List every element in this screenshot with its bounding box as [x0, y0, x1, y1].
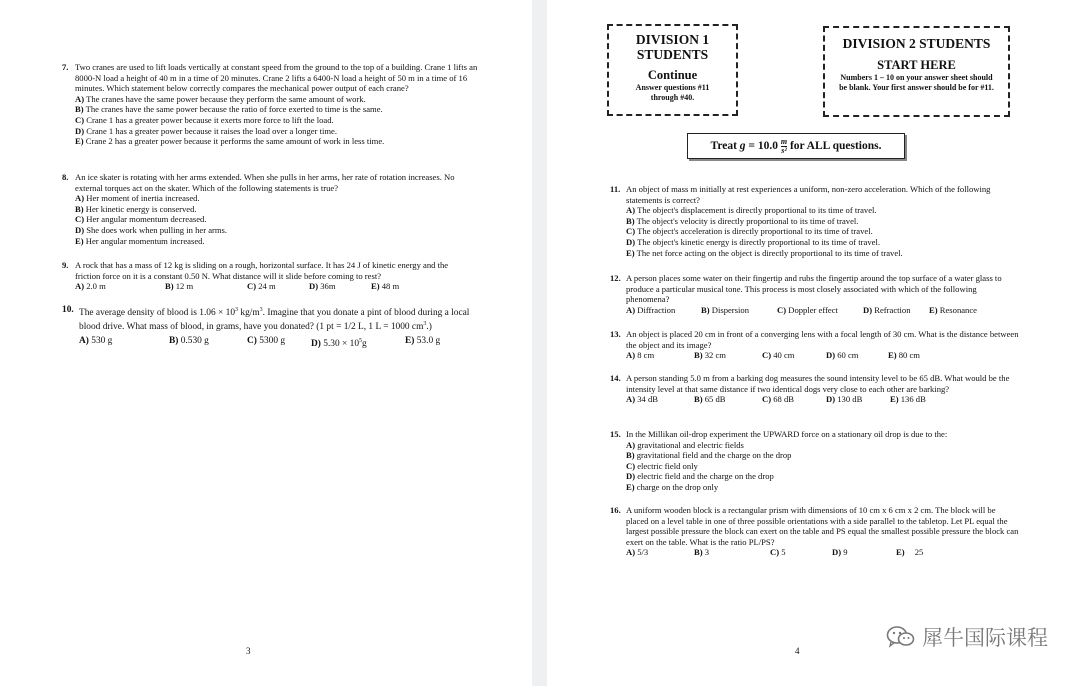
question-stem: A rock that has a mass of 12 kg is sliding on a rough, horizontal surface. It has 24 J of kinetic energy and the friction force on it is a constant 0.50 N. What distance will it slide before coming to rest? [75, 260, 449, 281]
option-d: D) 36m [309, 281, 336, 292]
question-16 [610, 505, 1020, 558]
question-stem: A person places some water on their fingertip and rubs the fingertip around the top surface of a water glass to produce a particular musical tone. This process is most closely associated with which of the following phenomena? [626, 273, 1002, 305]
option-d: D) She does work when pulling in her arms. [75, 224, 228, 235]
question-number: 12. [610, 273, 621, 283]
question-number: 14. [610, 373, 621, 383]
option-a: A) The object's displacement is directly proportional to its time of travel. [626, 205, 877, 216]
option-d: D) $5.30 \times 10^5g$ [311, 337, 367, 349]
option-a: A) Her moment of inertia increased. [75, 193, 200, 204]
division-1-title: DIVISION 1 STUDENTS [635, 32, 710, 62]
option-a: A) Diffraction [626, 304, 676, 315]
question-number: 16. [610, 505, 621, 515]
question-13 [610, 329, 1020, 361]
question-stem: Two cranes are used to lift loads vertically at constant speed from the ground to the top of a building. Crane 1 lifts an 8000-N load a height of 40 m in a time of 20 minutes. Crane 2 lifts a 6400-N load a height of 50 m in a time of 16 minutes. Which statement below correctly compares the mechanical power output of each crane? [75, 62, 478, 94]
option-a: A) The cranes have the same power because they perform the same amount of work. [75, 93, 366, 104]
question-stem: An ice skater is rotating with her arms extended. When she pulls in her arms, her rate of rotation increases. No external torques act on the skater. Which of the following statements is true? [75, 172, 455, 193]
option-b: B) 0.530 g [169, 335, 209, 346]
option-b: B) The object's velocity is directly proportional to its time of travel. [626, 215, 859, 226]
question-number: 7. [62, 62, 69, 72]
option-d: D) Crane 1 has a greater power because it raises the load over a longer time. [75, 125, 338, 136]
question-8 [62, 172, 462, 246]
question-number: 9. [62, 260, 69, 270]
option-b: B) 12 m [165, 281, 194, 292]
question-number: 8. [62, 172, 69, 182]
option-a: A) 2.0 m [75, 281, 106, 292]
option-b: B) Her kinetic energy is conserved. [75, 203, 197, 214]
option-c: C) 24 m [247, 281, 276, 292]
option-a: A) 5/3 [626, 547, 649, 558]
option-c: C) Crane 1 has a greater power because it exerts more force to lift the load. [75, 114, 334, 125]
page-number: 4 [795, 646, 800, 656]
option-e: E) 25 [896, 547, 924, 558]
question-number: 13. [610, 329, 621, 339]
question-stem: A person standing 5.0 m from a barking dog measures the sound intensity level to be 65 dB. What would be the intensity level at that same distance if two identical dogs very close to each other are barking? [626, 373, 1010, 394]
option-e: E) 136 dB [890, 394, 926, 405]
option-c: C) 68 dB [762, 394, 795, 405]
option-c: C) electric field only [626, 460, 698, 471]
option-c: C) The object's acceleration is directly proportional to its time of travel. [626, 226, 873, 237]
option-e: E) Crane 2 has a greater power because it performs the same amount of work in less time. [75, 136, 385, 147]
option-d: D) The object's kinetic energy is directly proportional to its time of travel. [626, 236, 880, 247]
option-a: A) 8 cm [626, 350, 655, 361]
option-e: E) Resonance [929, 304, 977, 315]
question-stem: The average density of blood is $1.06 \times 10^3$ $kg/m^3$. Imagine that you donate a pint of blood during a local blood drive. What mass of blood, in grams, have you donated? (1 pt = 1/2 L, 1 L = 1000 $cm^3$.) [79, 307, 470, 333]
option-e: E) 53.0 g [405, 335, 441, 346]
option-c: C) 5 [770, 547, 786, 558]
division-1-subtitle: Continue [647, 68, 698, 82]
option-a: A) gravitational and electric fields [626, 439, 744, 450]
option-e: E) Her angular momentum increased. [75, 235, 205, 246]
option-b: B) gravitational field and the charge on the drop [626, 450, 792, 461]
option-c: C) 5300 g [247, 335, 286, 346]
watermark-text: 犀牛国际课程 [922, 626, 1048, 650]
option-d: D) Refraction [863, 304, 911, 315]
option-d: D) 60 cm [826, 350, 859, 361]
division-2-note: Numbers 1 – 10 on your answer sheet should be blank. Your first answer should be for #11. [839, 73, 994, 92]
option-a: A) 34 dB [626, 394, 659, 405]
option-c: C) Her angular momentum decreased. [75, 214, 207, 225]
page-3 [0, 0, 532, 686]
option-b: B) 32 cm [694, 350, 726, 361]
division-2-box [823, 26, 1010, 117]
option-c: C) 40 cm [762, 350, 795, 361]
option-d: D) electric field and the charge on the drop [626, 471, 774, 482]
option-d: D) 130 dB [826, 394, 863, 405]
question-7 [62, 62, 482, 147]
division-1-note: Answer questions #11 through #40. [635, 83, 710, 102]
option-b: B) Dispersion [701, 304, 749, 315]
division-2-subtitle: START HERE [877, 58, 956, 72]
question-stem: A uniform wooden block is a rectangular prism with dimensions of 10 cm x 6 cm x 2 cm. The block will be placed on a level table in one of three possible orientations with a side parallel to the tabletop. Let PL equal the largest possible pressure the block can exert on the table and PS equal the smallest possible pressure the block can exert on the table. What is the ratio PL/PS? [626, 505, 1019, 547]
option-b: B) 65 dB [694, 394, 726, 405]
question-stem: In the Millikan oil-drop experiment the UPWARD force on a stationary oil drop is due to the: [626, 429, 948, 439]
page-number: 3 [246, 646, 251, 656]
question-number: 15. [610, 429, 621, 439]
question-9 [62, 260, 467, 292]
gravity-notice: Treat g = 10.0 $\frac{m}{\text{s²}}$ for ALL questions. [687, 133, 905, 159]
wechat-logo-icon [886, 625, 916, 649]
question-12 [610, 273, 1020, 315]
question-14 [610, 373, 1020, 405]
question-number: 11. [610, 184, 621, 194]
question-stem: An object of mass m initially at rest experiences a uniform, non-zero acceleration. Which of the following statements is correct? [626, 184, 991, 205]
watermark [886, 622, 1048, 652]
question-number: 10. [62, 305, 74, 315]
option-a: A) 530 g [79, 335, 113, 346]
page-4 [547, 0, 1080, 686]
question-15 [610, 429, 1020, 493]
question-10 [62, 305, 472, 350]
division-2-title: DIVISION 2 STUDENTS [842, 36, 991, 51]
option-e: E) 80 cm [888, 350, 920, 361]
option-e: E) The net force acting on the object is directly proportional to its time of travel. [626, 247, 903, 258]
question-stem: An object is placed 20 cm in front of a converging lens with a focal length of 30 cm. What is the distance between the object and its image? [626, 329, 1019, 350]
option-c: C) Doppler effect [777, 304, 838, 315]
option-b: B) 3 [694, 547, 710, 558]
option-e: E) charge on the drop only [626, 481, 719, 492]
division-1-box [607, 24, 738, 116]
option-b: B) The cranes have the same power because the ratio of force exerted to time is the same. [75, 104, 383, 115]
option-e: E) 48 m [371, 281, 400, 292]
question-11 [610, 184, 1020, 258]
option-d: D) 9 [832, 547, 848, 558]
